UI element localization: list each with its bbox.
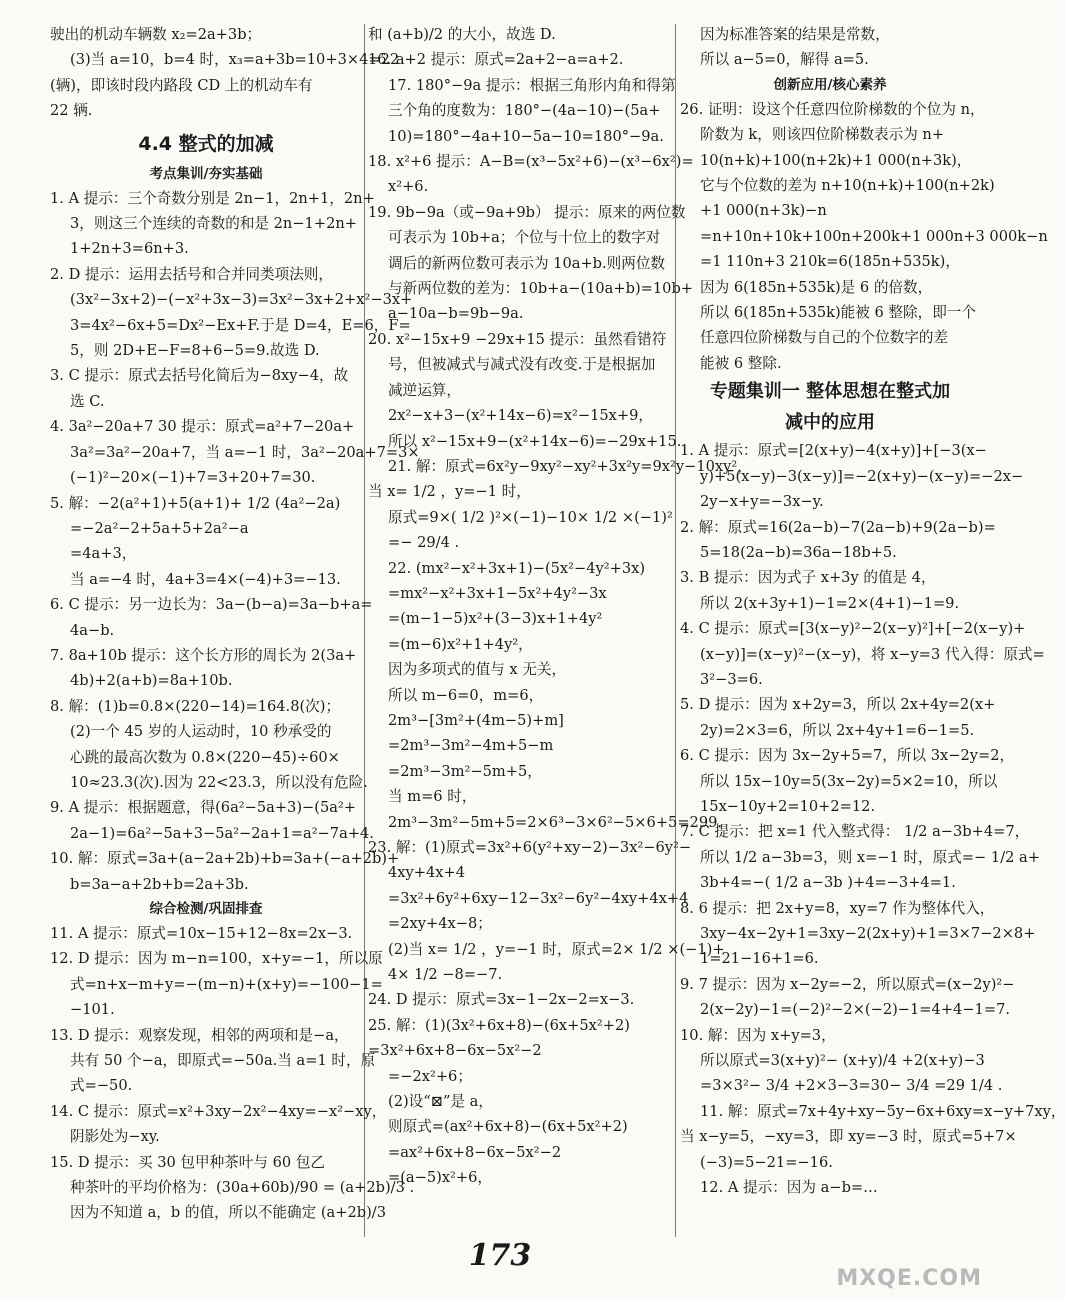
answer-line: 5. 解：−2(a²+1)+5(a+1)+ 1/2 (4a²−2a): [50, 494, 341, 512]
answer-line: 所以 15x−10y=5(3x−2y)=5×2=10，所以: [700, 772, 998, 790]
answer-line: 4. C 提示：原式=[3(x−y)²−2(x−y)²]+[−2(x−y)+: [680, 620, 1026, 638]
answer-line: 式=−50.: [70, 1077, 133, 1095]
answer-line: 所以 x²−15x+9−(x²+14x−6)=−29x+15.: [388, 432, 682, 450]
answer-line: 所以 1/2 a−3b=3，则 x=−1 时，原式=− 1/2 a+: [700, 848, 1040, 866]
answer-line: +1 000(n+3k)−n: [700, 202, 827, 220]
answer-line: 1. A 提示：原式=[2(x+y)−4(x+y)]+[−3(x−: [680, 442, 987, 460]
answer-line: 10)=180°−4a+10−5a−10=180°−9a.: [388, 127, 664, 145]
section-heading: 减中的应用: [785, 412, 875, 434]
answer-line: 因为标准答案的结果是常数，: [700, 26, 890, 43]
answer-line: 9. A 提示：根据题意，得(6a²−5a+3)−(5a²+: [50, 799, 357, 817]
answer-line: 22. (mx²−x²+3x+1)−(5x²−4y²+3x): [388, 559, 646, 577]
answer-line: 阴影处为−xy.: [70, 1128, 160, 1146]
answer-line: 12. D 提示：因为 m−n=100，x+y=−1，所以原: [50, 950, 383, 968]
answer-line: 任意四位阶梯数与自己的个位数字的差: [700, 329, 949, 347]
answer-line: 11. 解：原式=7x+4y+xy−5y−6x+6xy=x−y+7xy，: [700, 1102, 1065, 1120]
answer-line: 则原式=(ax²+6x+8)−(6x+5x²+2): [388, 1118, 628, 1136]
section-heading: 4.4 整式的加减: [138, 132, 274, 155]
right-column: [680, 22, 1065, 1239]
answer-line: 19. 9b−9a（或−9a+9b） 提示：原来的两位数: [368, 203, 686, 221]
answer-line: =3x²+6x+8−6x−5x²−2: [368, 1042, 542, 1060]
answer-line: 25. 解：(1)(3x²+6x+8)−(6x+5x²+2): [368, 1016, 630, 1034]
answer-line: 5，则 2D+E−F=8+6−5=9.故选 D.: [70, 342, 320, 360]
answer-line: 26. 证明：设这个任意四位阶梯数的个位为 n，: [680, 100, 985, 118]
answer-line: 8. 6 提示：把 2x+y=8，xy=7 作为整体代入，: [680, 899, 995, 917]
answer-line: =(m−1−5)x²+(3−3)x+1+4y²: [388, 610, 603, 628]
answer-line: =2m³−3m²−5m+5，: [388, 762, 542, 780]
answer-line: 选 C.: [70, 392, 105, 410]
answer-line: 1=21−16+1=6.: [700, 950, 819, 968]
answer-line: 2. D 提示：运用去括号和合并同类项法则，: [50, 265, 333, 283]
answer-line: b=3a−a+2b+b=2a+3b.: [70, 875, 249, 893]
answer-line: 3xy−4x−2y+1=3xy−2(2x+y)+1=3×7−2×8+: [700, 925, 1036, 942]
answer-line: (2)当 x= 1/2 ，y=−1 时，原式=2× 1/2 ×(−1)+: [388, 940, 725, 958]
answer-line: 当 x= 1/2 ，y=−1 时，: [368, 483, 531, 501]
answer-line: 10≈23.3(次).因为 22<23.3，所以没有危险.: [70, 773, 368, 791]
left-column: [50, 22, 420, 1239]
answer-line: 13. D 提示：观察发现，相邻的两项和是−a，: [50, 1026, 349, 1044]
answer-line: 7. 8a+10b 提示：这个长方形的周长为 2(3a+: [50, 646, 357, 664]
answer-line: 所以 m−6=0，m=6，: [388, 686, 544, 704]
answer-line: 20. x²−15x+9 −29x+15 提示：虽然看错符: [368, 330, 667, 348]
answer-line: 共有 50 个−a，即原式=−50a.当 a=1 时，原: [70, 1052, 376, 1070]
section-heading: 创新应用/核心素养: [773, 76, 887, 93]
answer-line: 三个角的度数为：180°−(4a−10)−(5a+: [388, 102, 661, 120]
answer-line: =3×3²− 3/4 +2×3−3=30− 3/4 =29 1/4 .: [700, 1077, 1003, 1095]
answer-line: =4a+3，: [70, 545, 137, 563]
page-number: 173: [468, 1238, 532, 1273]
answer-line: 当 x−y=5，−xy=3，即 xy=−3 时，原式=5+7×: [680, 1128, 1017, 1146]
answer-line: 4xy+4x+4: [388, 864, 466, 882]
answer-line: 4b)+2(a+b)=8a+10b.: [70, 672, 233, 690]
answer-line: (3x²−3x+2)−(−x²+3x−3)=3x²−3x+2+x²−3x+: [70, 291, 413, 309]
answer-line: 3，则这三个连续的奇数的和是 2n−1+2n+: [70, 215, 357, 233]
answer-line: 号，但被减式与减式没有改变.于是根据加: [388, 356, 656, 374]
section-heading: 综合检测/巩固排查: [149, 901, 263, 917]
answer-line: 16. a+2 提示：原式=2a+2−a=a+2.: [368, 51, 624, 69]
answer-line: 当 m=6 时，: [388, 788, 477, 806]
answer-line: 它与个位数的差为 n+10(n+k)+100(n+2k): [700, 177, 995, 195]
answer-line: 12. A 提示：因为 a−b=…: [700, 1179, 878, 1197]
answer-line: 2y)=2×3=6，所以 2x+4y+1=6−1=5.: [700, 721, 975, 739]
answer-line: 15x−10y+2=10+2=12.: [700, 797, 876, 815]
answer-line: 5. D 提示：因为 x+2y=3，所以 2x+4y=2(x+: [680, 696, 996, 714]
answer-line: 3b+4=−( 1/2 a−3b )+4=−3+4=1.: [700, 874, 956, 892]
answer-line: 可表示为 10b+a；个位与十位上的数字对: [388, 229, 661, 247]
answer-line: 当 a=−4 时，4a+3=4×(−4)+3=−13.: [70, 570, 341, 588]
answer-line: =1 110n+3 210k=6(185n+535k)，: [700, 253, 960, 271]
answer-line: 2m³−[3m²+(4m−5)+m]: [388, 711, 564, 729]
answer-line: 2(x−2y)−1=(−2)²−2×(−2)−1=4+4−1=7.: [700, 1001, 1010, 1019]
answer-line: 14. C 提示：原式=x²+3xy−2x²−4xy=−x²−xy，: [50, 1102, 387, 1120]
answer-line: 驶出的机动车辆数 x₂=2a+3b；: [50, 26, 262, 43]
answer-line: 因为 6(185n+535k)是 6 的倍数，: [700, 278, 933, 296]
section-heading: 专题集训一 整体思想在整式加: [709, 381, 951, 403]
answer-line: 6. C 提示：因为 3x−2y+5=7，所以 3x−2y=2，: [680, 747, 1015, 765]
answer-line: 原式=9×( 1/2 )²×(−1)−10× 1/2 ×(−1)²: [388, 508, 673, 526]
answer-line: 7. C 提示：把 x=1 代入整式得： 1/2 a−3b+4=7，: [680, 823, 1030, 841]
answer-line: (x−y)]=(x−y)²−(x−y)，将 x−y=3 代入得：原式=: [700, 645, 1045, 663]
answer-line: =− 29/4 .: [388, 534, 460, 552]
answer-line: 2. 解：原式=16(2a−b)−7(2a−b)+9(2a−b)=: [680, 518, 996, 536]
answer-line: 18. x²+6 提示：A−B=(x³−5x²+6)−(x³−6x²)=: [368, 153, 694, 171]
answer-line: =(m−6)x²+1+4y²，: [388, 635, 533, 653]
watermark: MXQE.COM: [836, 1266, 982, 1291]
answer-line: 减逆运算，: [388, 381, 461, 399]
answer-line: 2m³−3m²−5m+5=2×6³−3×6²−5×6+5=299.: [388, 813, 723, 831]
answer-line: 因为多项式的值与 x 无关，: [388, 661, 567, 679]
answer-line: 9. 7 提示：因为 x−2y=−2，所以原式=(x−2y)²−: [680, 975, 1015, 993]
answer-line: (辆)，即该时段内路段 CD 上的机动车有: [50, 76, 313, 94]
answer-line: a−10a−b=9b−9a.: [388, 305, 524, 323]
answer-line: 2x²−x+3−(x²+14x−6)=x²−15x+9，: [388, 407, 654, 425]
answer-line: y)+5(x−y)−3(x−y)]=−2(x+y)−(x−y)=−2x−: [700, 467, 1024, 485]
answer-line: 种茶叶的平均价格为：(30a+60b)/90 = (a+2b)/3 .: [70, 1179, 415, 1197]
answer-line: 8. 解：(1)b=0.8×(220−14)=164.8(次)；: [50, 697, 341, 715]
answer-line: 式=n+x−m+y=−(m−n)+(x+y)=−100−1=: [70, 975, 383, 993]
answer-line: 2y−x+y=−3x−y.: [700, 493, 824, 511]
answer-line: 3. C 提示：原式去括号化简后为−8xy−4，故: [50, 367, 349, 385]
answer-line: 23. 解：(1)原式=3x²+6(y²+xy−2)−3x²−6y²−: [368, 839, 692, 856]
answer-line: 6. C 提示：另一边长为：3a−(b−a)=3a−b+a=: [50, 596, 373, 614]
answer-line: 22 辆.: [50, 102, 93, 120]
answer-line: 因为不知道 a，b 的值，所以不能确定 (a+2b)/3: [70, 1204, 387, 1222]
answer-line: 24. D 提示：原式=3x−1−2x−2=x−3.: [368, 991, 635, 1009]
answer-line: 所以 2(x+3y+1)−1=2×(4+1)−1=9.: [700, 594, 960, 612]
answer-line: (−1)²−20×(−1)+7=3+20+7=30.: [70, 469, 316, 487]
answer-line: =−2a²−2+5a+5+2a²−a: [70, 519, 249, 537]
answer-line: =(a−5)x²+6，: [388, 1169, 493, 1187]
answer-line: 调后的新两位数可表示为 10a+b.则两位数: [388, 254, 666, 272]
answer-line: 3a²=3a²−20a+7，当 a=−1 时，3a²−20a+7=3×: [70, 443, 420, 461]
answer-line: 15. D 提示：买 30 包甲种茶叶与 60 包乙: [50, 1153, 326, 1171]
answer-line: (−3)=5−21=−16.: [700, 1153, 833, 1171]
answer-line: 4. 3a²−20a+7 30 提示：原式=a²+7−20a+: [50, 418, 355, 436]
answer-line: =ax²+6x+8−6x−5x²−2: [388, 1143, 562, 1161]
section-heading: 考点集训/夯实基础: [149, 165, 263, 182]
answer-line: =mx²−x²+3x+1−5x²+4y²−3x: [388, 584, 607, 602]
answer-line: 21. 解：原式=6x²y−9xy²−xy²+3x²y=9x²y−10xy²，: [388, 457, 752, 475]
answer-line: −101.: [70, 1001, 115, 1019]
answer-line: 3=4x²−6x+5=Dx²−Ex+F.于是 D=4，E=6，F=: [70, 316, 411, 334]
answer-line: =3x²+6y²+6xy−12−3x²−6y²−4xy+4x+4: [388, 889, 689, 907]
answer-line: 和 (a+b)/2 的大小，故选 D.: [368, 26, 556, 43]
answer-line: (2)一个 45 岁的人运动时，10 秒承受的: [70, 723, 332, 741]
answer-line: 4a−b.: [70, 621, 115, 639]
answer-line: x²+6.: [388, 178, 429, 196]
answer-line: 3. B 提示：因为式子 x+3y 的值是 4，: [680, 569, 936, 587]
answer-line: (3)当 a=10，b=4 时，x₃=a+3b=10+3×4=22: [70, 51, 400, 69]
answer-line: =2m³−3m²−4m+5−m: [388, 737, 554, 755]
answer-line: 与新两位数的差为：10b+a−(10a+b)=10b+: [388, 280, 694, 298]
answer-line: (2)设“⊠”是 a，: [388, 1093, 493, 1111]
answer-line: =2xy+4x−8；: [388, 915, 492, 933]
answer-line: 10(n+k)+100(n+2k)+1 000(n+3k)，: [700, 151, 972, 169]
answer-line: 2a−1)=6a²−5a+3−5a²−2a+1=a²−7a+4.: [70, 824, 374, 842]
answer-line: =−2x²+6；: [388, 1067, 472, 1085]
answer-line: 11. A 提示：原式=10x−15+12−8x=2x−3.: [50, 925, 353, 942]
answer-line: 阶数为 k，则该四位阶梯数表示为 n+: [700, 126, 945, 144]
answer-line: 所以 a−5=0，解得 a=5.: [700, 51, 869, 69]
answer-line: 1+2n+3=6n+3.: [70, 240, 189, 258]
answer-line: 所以 6(185n+535k)能被 6 整除，即一个: [700, 304, 976, 322]
answer-line: 1. A 提示：三个奇数分别是 2n−1，2n+1，2n+: [50, 189, 375, 207]
answer-line: 10. 解：原式=3a+(a−2a+2b)+b=3a+(−a+2b)+: [50, 850, 400, 868]
answer-line: 能被 6 整除.: [700, 354, 782, 372]
answer-line: 10. 解：因为 x+y=3，: [680, 1026, 836, 1044]
answer-line: 17. 180°−9a 提示：根据三角形内角和得第: [388, 76, 676, 94]
answer-line: =n+10n+10k+100n+200k+1 000n+3 000k−n: [700, 227, 1048, 245]
answer-line: 4× 1/2 −8=−7.: [388, 966, 503, 984]
answer-line: 所以原式=3(x+y)²− (x+y)/4 +2(x+y)−3: [700, 1052, 985, 1070]
answer-line: 3²−3=6.: [700, 670, 763, 688]
answer-line: 心跳的最高次数为 0.8×(220−45)÷60×: [70, 748, 340, 766]
answer-line: 5=18(2a−b)=36a−18b+5.: [700, 543, 897, 561]
